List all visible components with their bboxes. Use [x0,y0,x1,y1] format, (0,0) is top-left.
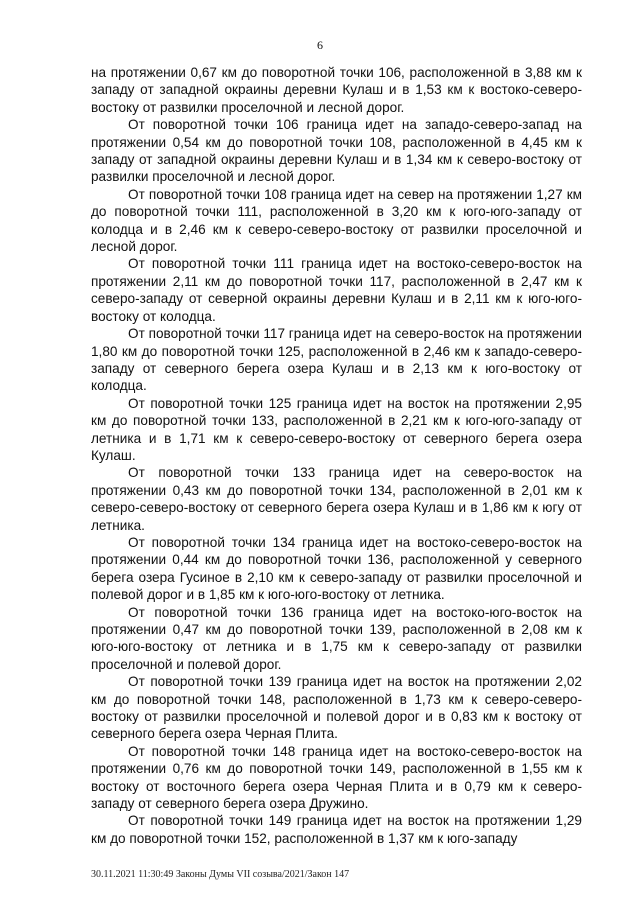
document-footer: 30.11.2021 11:30:49 Законы Думы VII созыва/2021/Закон 147 [91,869,350,880]
paragraph: От поворотной точки 134 граница идет на востоко-северо-восток на протяжении 0,44 км до поворотной точки 136, расположенной у северного берега озера Гусиное в 2,10 км к северо-западу от развилки проселочной и полевой дорог и в 1,85 км к юго-юго-востоку от летника. [91,534,582,603]
paragraph: От поворотной точки 149 граница идет на восток на протяжении 1,29 км до поворотной точки 152, расположенной в 1,37 км к юго-западу [91,813,582,846]
paragraph: От поворотной точки 108 граница идет на север на протяжении 1,27 км до поворотной точки 111, расположенной в 3,20 км к юго-юго-западу от колодца и в 2,46 км к северо-северо-востоку от развилки проселочной и лесной дорог. [91,186,582,255]
paragraph: От поворотной точки 111 граница идет на востоко-северо-восток на протяжении 2,11 км до поворотной точки 117, расположенной в 2,47 км к северо-западу от северной окраины деревни Кулаш и в 2,11 км к юго-юго-востоку от колодца. [91,256,582,324]
paragraph: От поворотной точки 148 граница идет на востоко-северо-восток на протяжении 0,76 км до поворотной точки 149, расположенной в 1,55 км к востоку от восточного берега озера Черная Плита и в 0,79 км к северо-западу от северного берега озера Дружино. [91,743,582,812]
paragraph: От поворотной точки 139 граница идет на восток на протяжении 2,02 км до поворотной точки 148, расположенной в 1,73 км к северо-северо-востоку от развилки проселочной и полевой дорог и в 0,83 км к востоку от северного берега озера Черная Плита. [91,674,582,742]
document-body [91,64,582,847]
paragraph: От поворотной точки 136 граница идет на востоко-юго-восток на протяжении 0,47 км до поворотной точки 139, расположенной в 2,08 км к юго-юго-востоку от летника и в 1,75 км к северо-западу от развилки проселочной и полевой дорог. [91,604,582,672]
paragraph: От поворотной точки 106 граница идет на западо-северо-запад на протяжении 0,54 км до поворотной точки 108, расположенной в 4,45 км к западу от западной окраины деревни Кулаш и в 1,34 км к северо-востоку от развилки проселочной и лесной дорог. [91,117,582,185]
paragraph: От поворотной точки 125 граница идет на восток на протяжении 2,95 км до поворотной точки 133, расположенной в 2,21 км к юго-юго-западу от летника и в 1,71 км к северо-северо-востоку от северного берега озера Кулаш. [91,395,582,463]
paragraph: От поворотной точки 117 граница идет на северо-восток на протяжении 1,80 км до поворотной точки 125, расположенной в 2,46 км к западо-северо-западу от северного берега озера Кулаш и в 2,13 км к юго-востоку от колодца. [91,326,582,394]
page-number: 6 [317,38,323,52]
paragraph: От поворотной точки 133 граница идет на северо-восток на протяжении 0,43 км до поворотной точки 134, расположенной в 2,01 км к северо-северо-востоку от северного берега озера Кулаш и в 1,86 км к югу от летника. [91,465,582,533]
paragraph: на протяжении 0,67 км до поворотной точки 106, расположенной в 3,88 км к западу от западной окраины деревни Кулаш и в 1,53 км к востоко-северо-востоку от развилки проселочной и лесной дорог. [91,65,582,115]
